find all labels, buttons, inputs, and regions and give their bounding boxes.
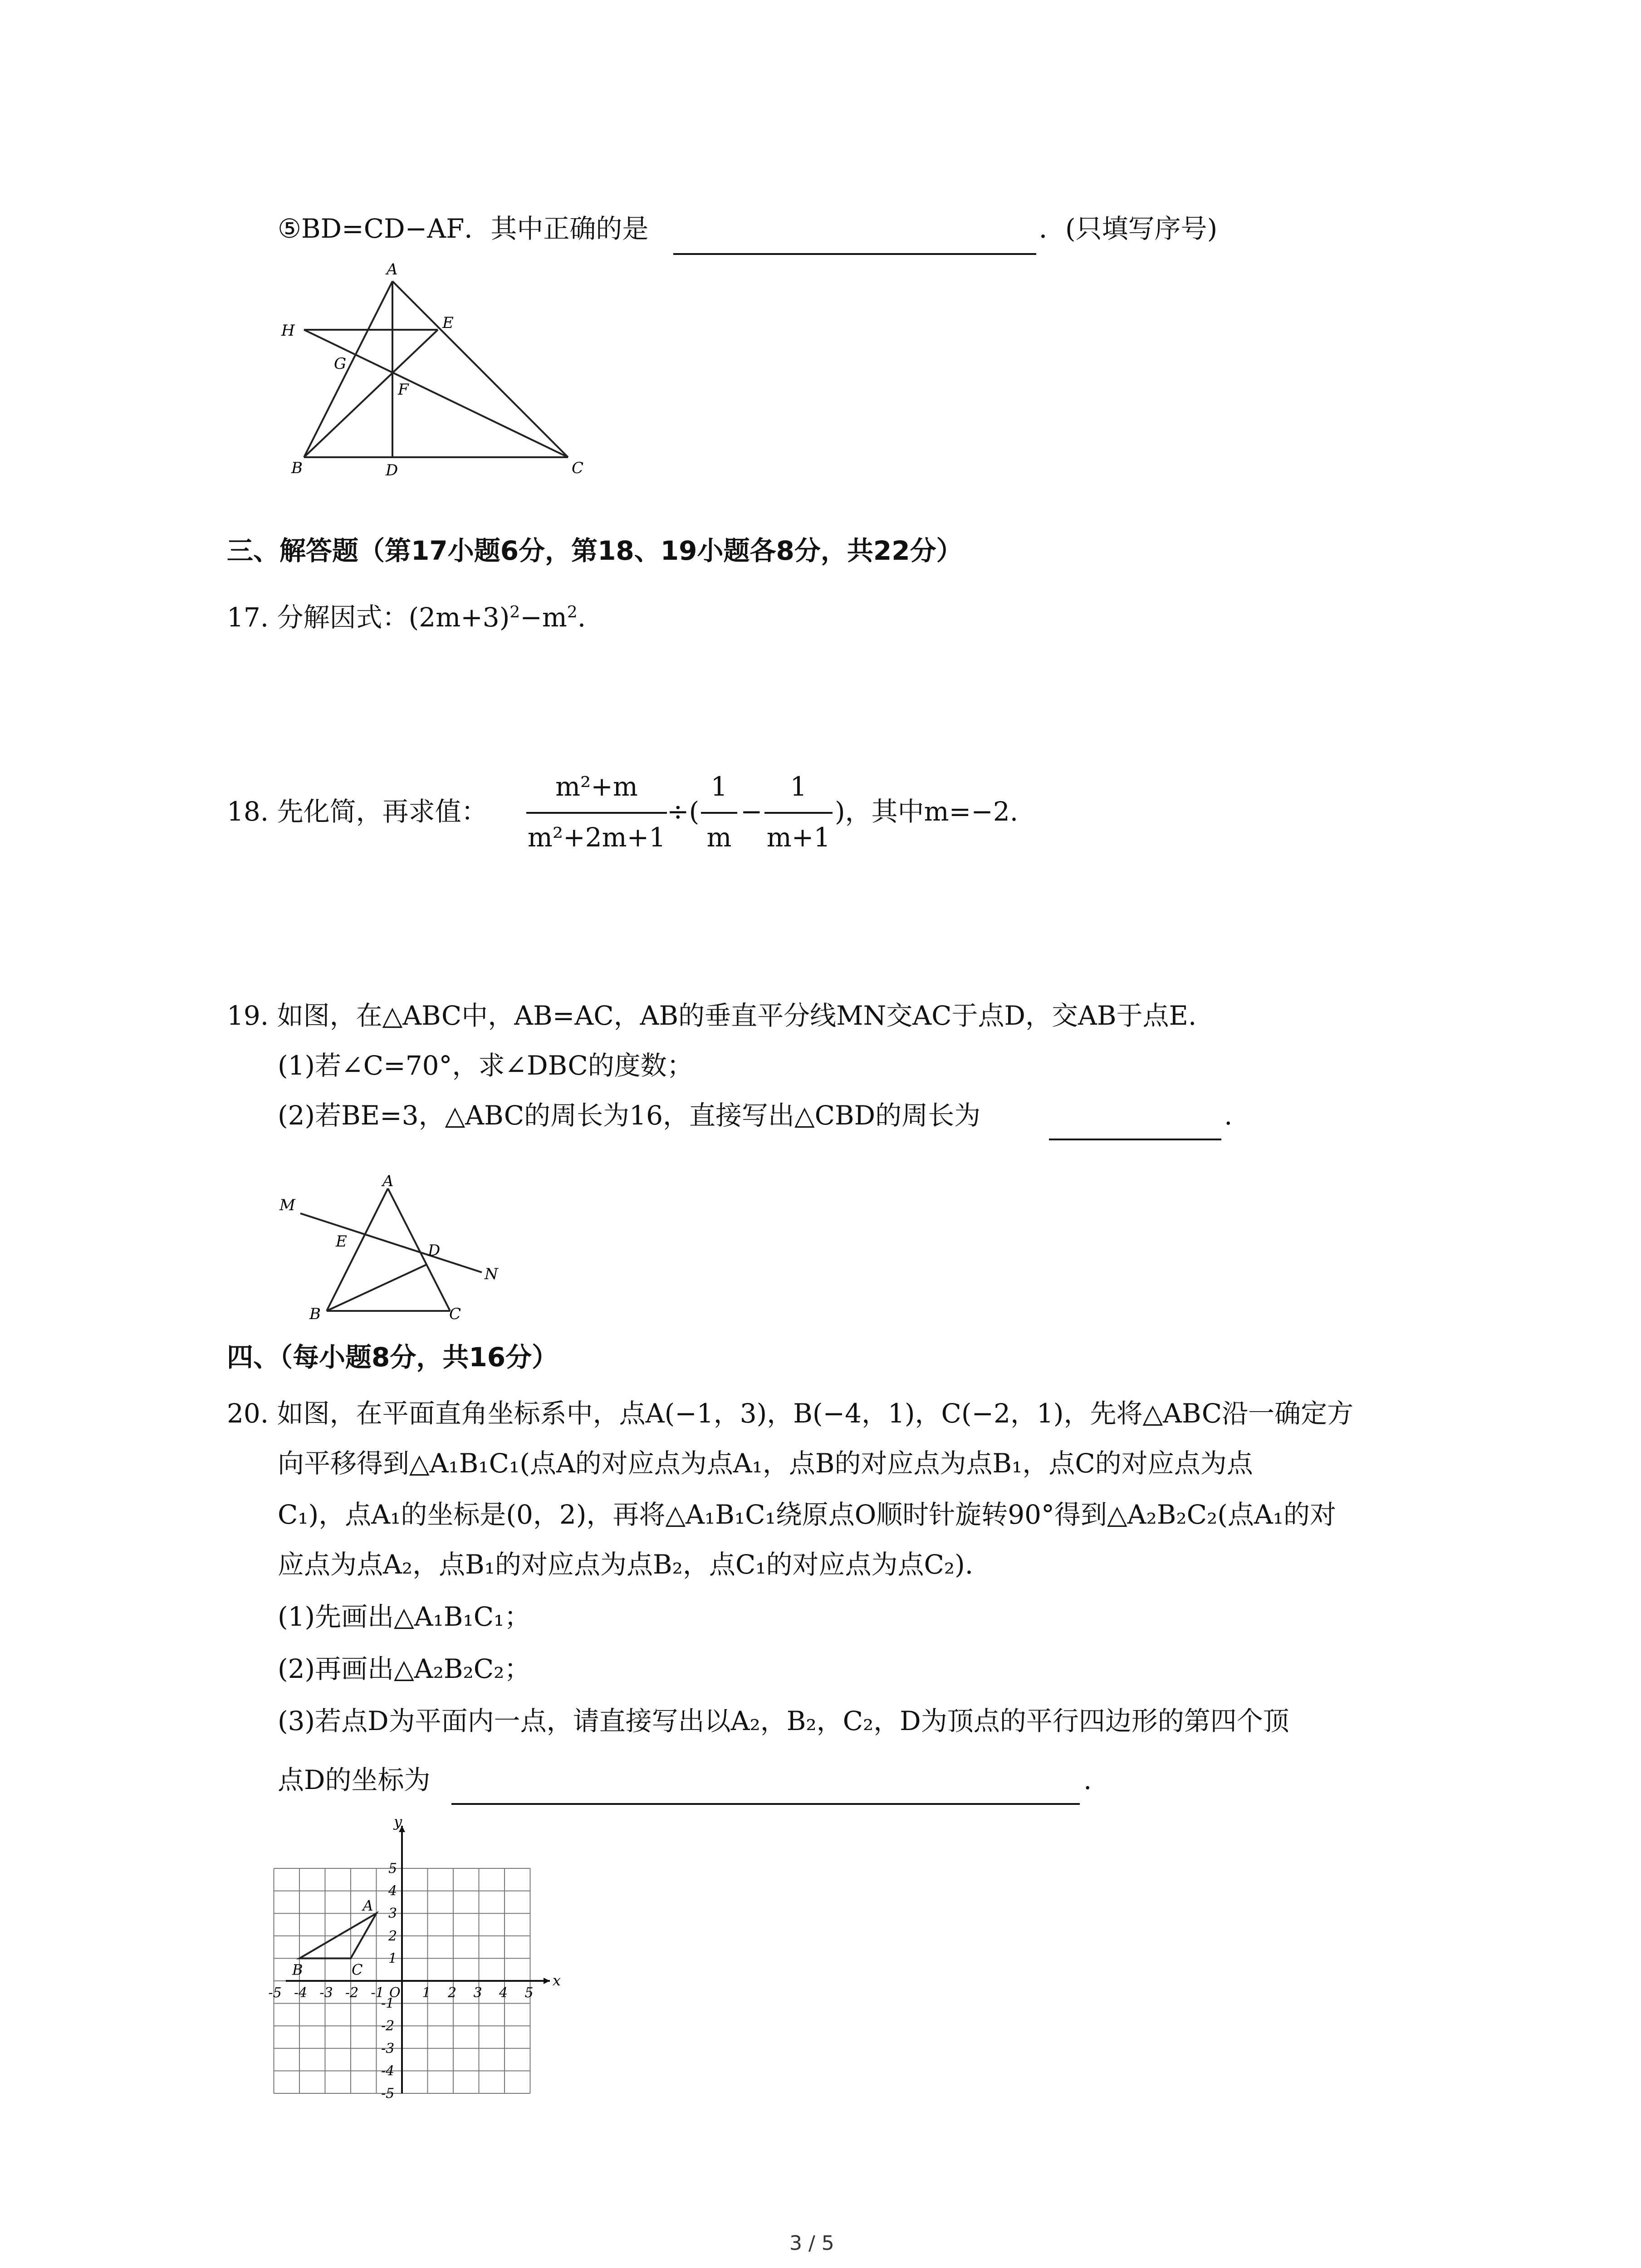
x-tick-label: -2 bbox=[345, 1985, 359, 2001]
figure-q16 bbox=[263, 254, 608, 481]
q16-suffix: ．(只填写序号) bbox=[1039, 213, 1218, 244]
grid-origin-label: O bbox=[389, 1985, 401, 2001]
x-tick-label: 1 bbox=[422, 1985, 431, 2001]
x-axis-arrow-icon bbox=[544, 1978, 550, 1984]
fig19-label-C: C bbox=[449, 1305, 461, 1323]
y-tick-label: -3 bbox=[381, 2040, 395, 2057]
fig19-label-N: N bbox=[485, 1265, 498, 1283]
x-tick-label: -5 bbox=[268, 1985, 282, 2001]
fig16-label-C: C bbox=[572, 459, 584, 477]
y-tick-label: 1 bbox=[388, 1950, 397, 1967]
q20-line4: 应点为点A₂，点B₁的对应点为点B₂，点C₁的对应点为点C₂). bbox=[278, 1549, 974, 1580]
coordinate-grid bbox=[268, 1813, 572, 2116]
fig16-label-A: A bbox=[387, 260, 398, 279]
fig19-label-M: M bbox=[279, 1196, 295, 1214]
grid-x-label: x bbox=[553, 1972, 561, 1989]
q20-line3: C₁)，点A₁的坐标是(0，2)，再将△A₁B₁C₁绕原点O顺时针旋转90°得到△A₂B₂C₂(点A₁的对 bbox=[278, 1499, 1337, 1530]
q18-fraction-2: 1 m bbox=[701, 771, 737, 866]
fig16-label-E: E bbox=[442, 314, 454, 332]
q16-item5: ⑤BD=CD−AF．其中正确的是 bbox=[278, 213, 649, 244]
section3-title: 三、解答题（第17小题6分，第18、19小题各8分，共22分） bbox=[227, 535, 963, 566]
fig19-label-E: E bbox=[336, 1232, 347, 1251]
y-tick-label: -5 bbox=[381, 2086, 395, 2102]
q20-line8: 点D的坐标为 bbox=[278, 1765, 431, 1795]
fig19-label-A: A bbox=[382, 1172, 394, 1190]
grid-label-B: B bbox=[292, 1961, 303, 1979]
section4-title: 四、（每小题8分，共16分） bbox=[227, 1342, 558, 1373]
y-tick-label: 2 bbox=[388, 1928, 397, 1944]
fig16-label-H: H bbox=[281, 322, 295, 340]
q18-fraction-3: 1 m+1 bbox=[764, 771, 833, 866]
q20-line1: 20. 如图，在平面直角坐标系中，点A(−1，3)，B(−4，1)，C(−2，1)，先将△ABC沿一确定方 bbox=[227, 1398, 1354, 1429]
q20-line6: (2)再画出△A₂B₂C₂； bbox=[278, 1653, 531, 1684]
q16-answer-blank[interactable] bbox=[673, 253, 1036, 255]
q18-fraction-1: m²+m m²+2m+1 bbox=[526, 771, 667, 866]
fig19-label-D: D bbox=[428, 1242, 441, 1260]
q18-minus: − bbox=[740, 796, 763, 827]
fig16-label-D: D bbox=[386, 461, 398, 479]
q18-prefix: 18. 先化简，再求值： bbox=[227, 796, 488, 827]
q19-line3-end: . bbox=[1224, 1100, 1233, 1131]
x-tick-label: -1 bbox=[371, 1985, 384, 2001]
q20-line5: (1)先画出△A₁B₁C₁； bbox=[278, 1601, 531, 1632]
fig16-label-B: B bbox=[291, 459, 303, 477]
x-tick-label: 2 bbox=[448, 1985, 457, 2001]
fig19-label-B: B bbox=[309, 1305, 321, 1323]
x-tick-label: 5 bbox=[524, 1985, 534, 2001]
y-tick-label: 3 bbox=[388, 1906, 397, 1922]
fig16-label-G: G bbox=[334, 355, 347, 373]
y-tick-label: -1 bbox=[381, 1995, 395, 2012]
q17-text: 17. 分解因式：$(2m+3)^2-m^2$. bbox=[227, 602, 586, 633]
fig16-label-F: F bbox=[398, 381, 409, 399]
q18-suffix: )，其中m=−2. bbox=[835, 796, 1019, 827]
y-tick-label: -4 bbox=[381, 2063, 395, 2079]
q20-line8-end: . bbox=[1083, 1765, 1092, 1795]
x-tick-label: -3 bbox=[319, 1985, 333, 2001]
grid-label-C: C bbox=[352, 1961, 363, 1979]
page-number: 3 / 5 bbox=[789, 2232, 834, 2255]
q18-divide: ÷( bbox=[667, 796, 700, 827]
y-tick-label: 4 bbox=[388, 1883, 397, 1899]
q19-line2: (1)若∠C=70°，求∠DBC的度数； bbox=[278, 1050, 693, 1081]
q19-line1: 19. 如图，在△ABC中，AB=AC，AB的垂直平分线MN交AC于点D，交AB于点E. bbox=[227, 1000, 1197, 1031]
figure-q19 bbox=[272, 1172, 526, 1334]
x-tick-label: 4 bbox=[499, 1985, 508, 2001]
q20-answer-blank[interactable] bbox=[451, 1803, 1080, 1805]
y-tick-label: -2 bbox=[381, 2018, 395, 2034]
y-tick-label: 5 bbox=[388, 1861, 397, 1877]
q19-line3: (2)若BE=3，△ABC的周长为16，直接写出△CBD的周长为 bbox=[278, 1100, 981, 1131]
grid-y-label: y bbox=[394, 1813, 402, 1830]
q19-answer-blank[interactable] bbox=[1049, 1139, 1221, 1140]
q20-line7: (3)若点D为平面内一点，请直接写出以A₂，B₂，C₂，D为顶点的平行四边形的第四个顶 bbox=[278, 1706, 1289, 1736]
grid-label-A: A bbox=[362, 1897, 373, 1915]
q20-line2: 向平移得到△A₁B₁C₁(点A的对应点为点A₁，点B的对应点为点B₁，点C的对应点为点 bbox=[278, 1448, 1253, 1479]
x-tick-label: 3 bbox=[473, 1985, 482, 2001]
x-tick-label: -4 bbox=[294, 1985, 308, 2001]
